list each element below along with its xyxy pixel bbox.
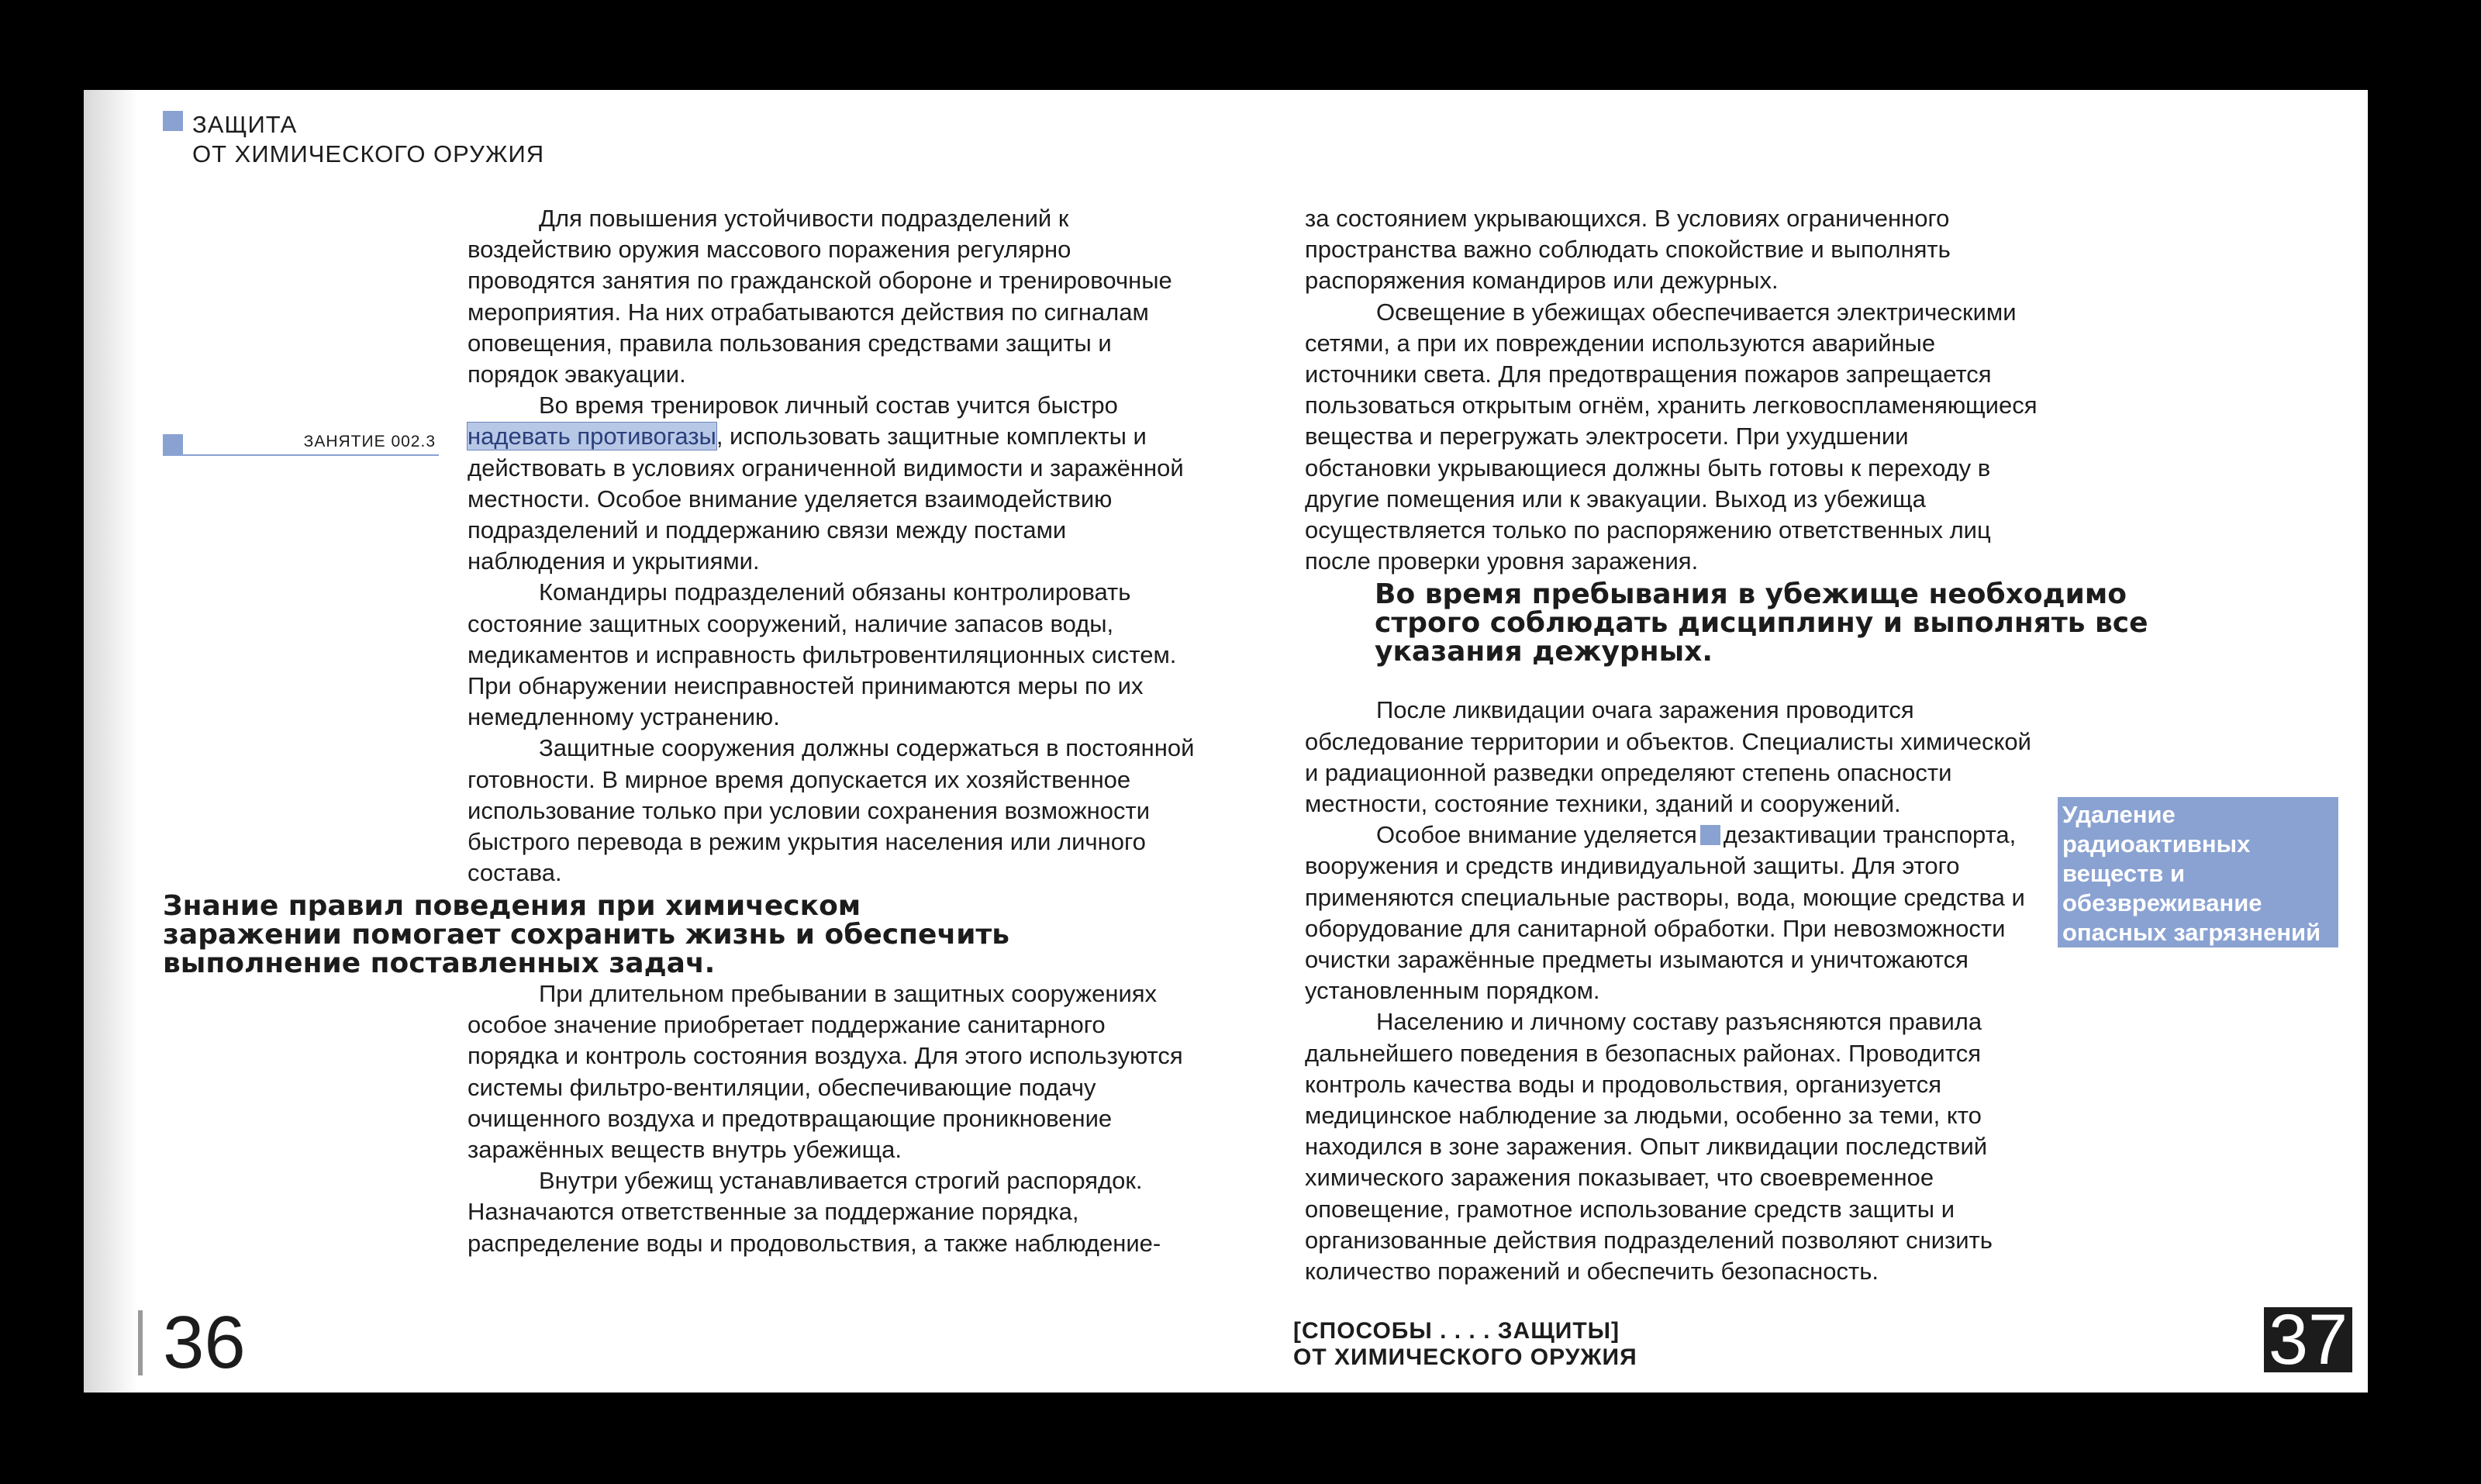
footer-line2: ОТ ХИМИЧЕСКОГО ОРУЖИЯ [1293, 1344, 1637, 1370]
paragraph: Населению и личному составу разъясняются правила дальнейшего поведения в безопасных районах. Проводится контроль качества воды и продовольствия, организуется медицинское наблюдение за людьми, особенно за теми, кто находился в зоне заражения. Опыт ликвидации последствий химического заражения показывает, что своевременное оповещение, грамотное использование средств защиты и организованные действия подразделений позволяют снизить количество поражений и обеспечить безопасность. [1305, 1008, 1993, 1286]
pull-quote-right: Во время пребывания в убежище необходимо строго соблюдать дисциплину и выполнять все указания дежурных. [1375, 578, 2148, 668]
page-edge [84, 90, 138, 1393]
blue-square-marker [163, 434, 183, 454]
paragraph [468, 390, 1200, 577]
lesson-marker [163, 434, 439, 456]
section-title-line1: ЗАЩИТА [192, 111, 298, 138]
section-title-line2: ОТ ХИМИЧЕСКОГО ОРУЖИЯ [192, 140, 545, 167]
paragraph: Внутри убежищ устанавливается строгий распорядок. Назначаются ответственные за поддержание порядка, распределение воды и продовольствия, а также наблюдение- [468, 1167, 1161, 1257]
sidebar-note: Удаление радиоактивных веществ и обезвреживание опасных загрязнений с поверхностей. [2058, 797, 2338, 947]
lesson-label: ЗАНЯТИЕ 002.3 [303, 433, 436, 450]
paragraph-intro: Особое внимание уделяется [1376, 821, 1697, 849]
paragraph: за состоянием укрывающихся. В условиях ограниченного пространства важно соблюдать спокойствие и выполнять распоряжения командиров или дежурных. [1305, 205, 1951, 295]
section-header [163, 111, 545, 167]
left-column-lower-text [468, 978, 1200, 1259]
right-column-text [1305, 203, 2038, 1287]
highlighted-term[interactable]: надевать противогазы [468, 423, 716, 450]
paragraph [1305, 820, 2038, 1006]
paragraph: После ликвидации очага заражения проводится обследование территории и объектов. Специалисты химической и радиационной разведки определяют степень опасности местности, состояние техники, зданий и сооружений. [1305, 696, 2031, 818]
left-column-text [468, 203, 1200, 889]
pull-quote-left: Знание правил поведения при химическом заражении помогает сохранить жизнь и обеспечить выполнение поставленных задач. [163, 890, 1010, 979]
footer-title [1293, 1318, 1637, 1371]
paragraph: Командиры подразделений обязаны контролировать состояние защитных сооружений, наличие запасов воды, медикаментов и исправность фильтровентиляционных систем. При обнаружении неисправностей принимаются меры по их немедленному устранению. [468, 578, 1177, 731]
footer-line1: [СПОСОБЫ . . . . ЗАЩИТЫ] [1293, 1318, 1620, 1344]
page-number-left: 36 [163, 1301, 246, 1384]
page-edge-bar [138, 1310, 143, 1375]
paragraph-rest: дезактивации транспорта, вооружения и средств индивидуальной защиты. Для этого применяются специальные растворы, вода, моющие средства и оборудование для санитарной обработки. При невозможности очистки заражённые предметы изымаются и уничтожаются установленным порядком. [1305, 821, 2025, 1005]
paragraph: Для повышения устойчивости подразделений к воздействию оружия массового поражения регулярно проводятся занятия по гражданской обороне и тренировочные мероприятия. На них отрабатываются действия по сигналам оповещения, правила пользования средствами защиты и порядок эвакуации. [468, 205, 1172, 388]
paragraph: Защитные сооружения должны содержаться в постоянной готовности. В мирное время допускается их хозяйственное использование только при условии сохранения возможности быстрого перевода в режим укрытия населения или личного состава. [468, 734, 1195, 887]
paragraph-rest: , использовать защитные комплекты и действовать в условиях ограниченной видимости и заражённой местности. Особое внимание уделяется взаимодействию подразделений и поддержанию связи между постами наблюдения и укрытиями. [468, 423, 1184, 575]
paragraph: При длительном пребывании в защитных сооружениях особое значение приобретает поддержание санитарного порядка и контроль состояния воздуха. Для этого используются системы фильтро-вентиляции, обеспечивающие подачу очищенного воздуха и предотвращающие проникновение заражённых веществ внутрь убежища. [468, 980, 1183, 1164]
blue-square-marker [1700, 825, 1720, 845]
blue-square-marker [163, 111, 183, 131]
page-number-right: 37 [2264, 1307, 2352, 1372]
paragraph: Освещение в убежищах обеспечивается электрическими сетями, а при их повреждении используются аварийные источники света. Для предотвращения пожаров запрещается пользоваться открытым огнём, хранить легковоспламеняющиеся вещества и перегружать электросети. При ухудшении обстановки укрывающиеся должны быть готовы к переходу в другие помещения или к эвакуации. Выход из убежища осуществляется только по распоряжению ответственных лиц после проверки уровня заражения. [1305, 298, 2038, 575]
paragraph-intro: Во время тренировок личный состав учится быстро [539, 392, 1118, 419]
